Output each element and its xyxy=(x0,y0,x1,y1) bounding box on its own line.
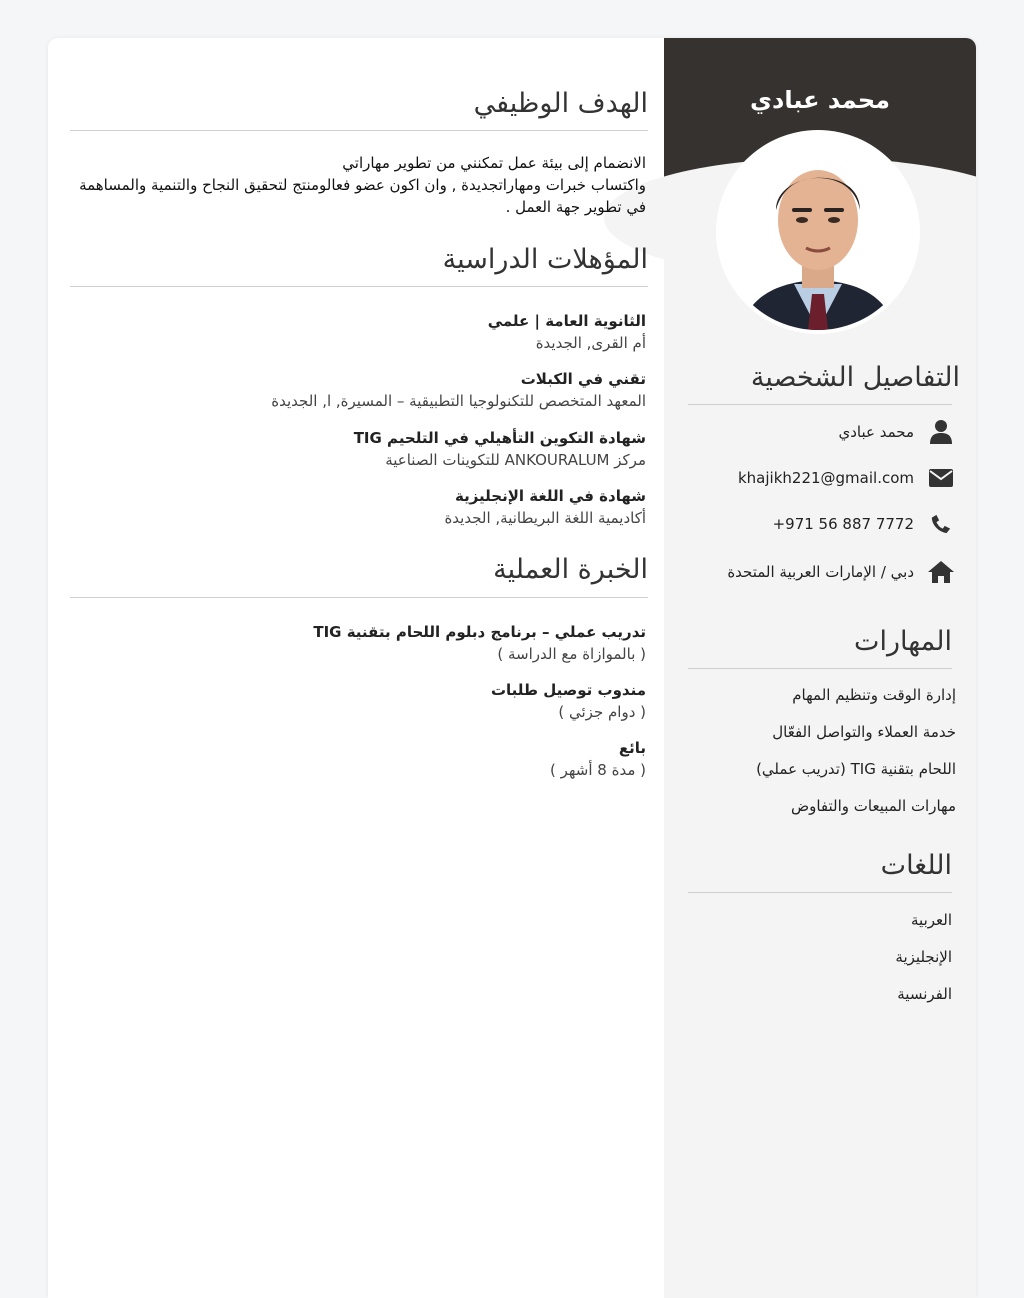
contact-email[interactable]: khajikh221@gmail.com xyxy=(737,469,914,487)
objective-line: في تطوير جهة العمل . xyxy=(505,198,646,216)
skills-heading: المهارات xyxy=(854,626,952,657)
home-icon xyxy=(928,559,954,585)
experience-title: تدريب عملي – برنامج دبلوم اللحام بتقنية TIG xyxy=(313,623,646,641)
education-institution: مركز ANKOURALUM للتكوينات الصناعية xyxy=(385,451,646,469)
contact-name-row xyxy=(839,418,955,446)
experience-note: ( مدة 8 أشهر ) xyxy=(549,761,646,779)
education-entry xyxy=(444,485,646,529)
divider xyxy=(688,404,952,405)
phone-icon xyxy=(928,511,954,537)
contact-address-row xyxy=(727,558,954,586)
contact-phone-row[interactable] xyxy=(773,510,954,538)
education-entry xyxy=(271,368,646,412)
main-column xyxy=(48,38,664,1298)
contact-phone[interactable]: +971 56 887 7772 xyxy=(772,515,914,533)
experience-title: مندوب توصيل طلبات xyxy=(490,681,646,699)
experience-entry xyxy=(491,679,646,723)
skill-item: اللحام بتقنية TIG (تدريب عملي) xyxy=(756,760,956,778)
education-heading: المؤهلات الدراسية xyxy=(442,244,648,275)
education-title: شهادة التكوين التأهيلي في التلحيم TIG xyxy=(353,429,646,447)
user-icon xyxy=(928,419,954,445)
education-institution: أم القرى, الجديدة xyxy=(535,334,646,352)
language-item: الفرنسية xyxy=(897,985,952,1003)
languages-heading: اللغات xyxy=(880,850,952,881)
objective-line: واكتساب خبرات ومهاراتجديدة , وان اكون عضو فعالومنتج لتحقيق النجاح والتنمية والمساهمة xyxy=(79,176,646,194)
experience-entry xyxy=(313,621,646,665)
experience-note: ( دوام جزئي ) xyxy=(558,703,646,721)
divider xyxy=(70,597,648,598)
contact-address: دبي / الإمارات العربية المتحدة xyxy=(727,563,914,581)
skill-item: مهارات المبيعات والتفاوض xyxy=(790,797,956,815)
experience-entry xyxy=(550,737,646,781)
education-institution: أكاديمية اللغة البريطانية, الجديدة xyxy=(444,509,646,527)
education-entry xyxy=(488,310,646,354)
personal-details-heading: التفاصيل الشخصية xyxy=(750,362,960,393)
sidebar xyxy=(664,38,976,1298)
objective-heading: الهدف الوظيفي xyxy=(473,88,648,119)
objective-text xyxy=(66,152,646,218)
objective-line: الانضمام إلى بيئة عمل تمكنني من تطوير مهاراتي xyxy=(342,154,646,172)
skill-item: خدمة العملاء والتواصل الفعّال xyxy=(772,723,956,741)
divider xyxy=(688,668,952,669)
language-item: العربية xyxy=(911,911,952,929)
education-title: تقني في الكبلات xyxy=(520,370,646,388)
resume-page xyxy=(48,38,976,1298)
envelope-icon xyxy=(928,465,954,491)
education-title: شهادة في اللغة الإنجليزية xyxy=(454,487,646,505)
profile-photo xyxy=(720,134,916,330)
contact-name: محمد عبادي xyxy=(838,423,914,441)
divider xyxy=(70,130,648,131)
education-entry xyxy=(354,427,646,471)
skill-item: إدارة الوقت وتنظيم المهام xyxy=(792,686,956,704)
experience-note: ( بالموازاة مع الدراسة ) xyxy=(497,645,646,663)
experience-heading: الخبرة العملية xyxy=(493,554,648,585)
divider xyxy=(70,286,648,287)
divider xyxy=(688,892,952,893)
contact-email-row[interactable] xyxy=(738,464,954,492)
experience-title: بائع xyxy=(618,739,646,757)
education-title: الثانوية العامة | علمي xyxy=(487,312,646,330)
education-institution: المعهد المتخصص للتكنولوجيا التطبيقية – المسيرة, ا, الجديدة xyxy=(271,392,646,410)
language-item: الإنجليزية xyxy=(895,948,952,966)
candidate-name: محمد عبادي xyxy=(750,86,890,114)
